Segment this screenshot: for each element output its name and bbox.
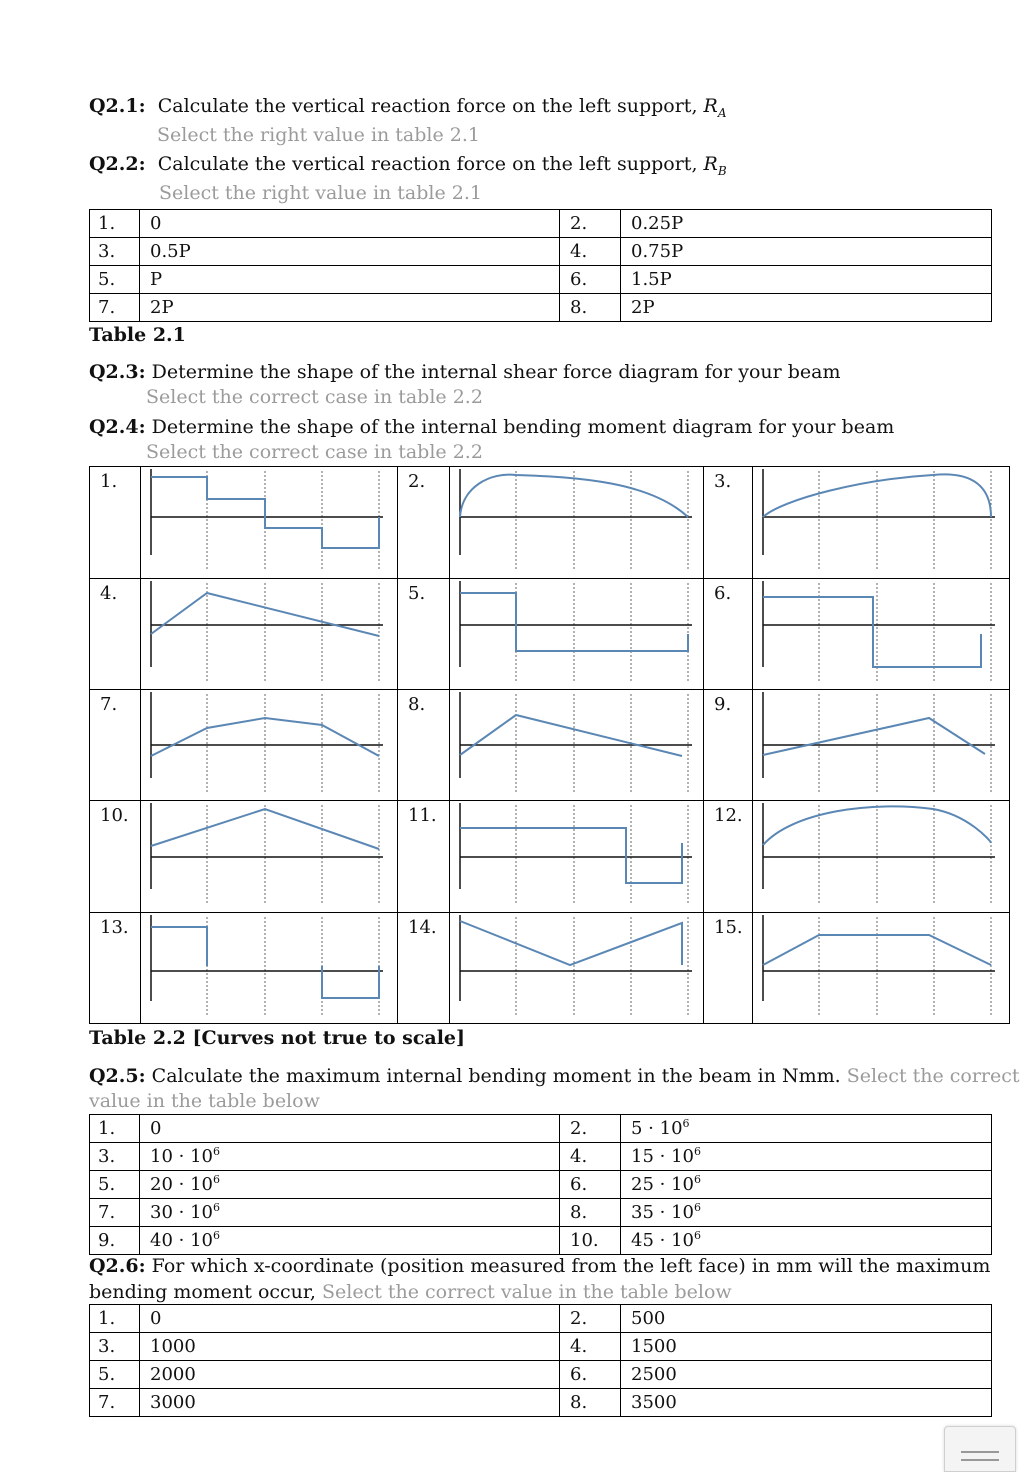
option-value: [621, 210, 992, 238]
option-value: [140, 1199, 560, 1227]
diagram-svg: [450, 913, 700, 1018]
option-number: 2.: [560, 210, 621, 238]
diagram-table-2-2: [89, 466, 1010, 1024]
table-row: [90, 1389, 992, 1417]
exponent: 6: [212, 1229, 220, 1242]
option-value-text: 0: [150, 1118, 162, 1139]
curve: [763, 718, 985, 755]
option-value: [140, 1171, 560, 1199]
question-2-1: [89, 94, 727, 125]
option-value-text: 30 · 10: [150, 1202, 213, 1223]
case-number: 2.: [398, 467, 450, 579]
option-number: 10.: [560, 1227, 621, 1255]
question-hint: Select the correct case in table 2.2: [146, 386, 483, 408]
table-row: [90, 1333, 992, 1361]
option-value-text: 0: [150, 1308, 162, 1329]
case-diagram: [141, 690, 398, 801]
menu-button[interactable]: [944, 1426, 1016, 1472]
option-value-text: 2P: [150, 297, 174, 318]
question-hint: Select the right value in table 2.1: [157, 124, 480, 146]
table-row: [90, 1171, 992, 1199]
option-number: 4.: [560, 1333, 621, 1361]
case-number: 12.: [704, 801, 753, 913]
exponent: 6: [693, 1173, 701, 1186]
option-value: [621, 1115, 992, 1143]
option-value: [140, 266, 560, 294]
diagram-svg: [141, 801, 391, 906]
option-value: [140, 294, 560, 322]
case-diagram: [141, 913, 398, 1024]
case-number: 6.: [704, 579, 753, 690]
option-value-text: 0: [150, 213, 162, 234]
exponent: 6: [212, 1201, 220, 1214]
table-row: [90, 266, 992, 294]
option-number: 7.: [90, 294, 140, 322]
option-value-text: 45 · 10: [631, 1230, 694, 1251]
option-value-text: 1000: [150, 1336, 196, 1357]
option-number: 8.: [560, 1199, 621, 1227]
question-text: Determine the shape of the internal shear force diagram for your beam: [151, 361, 841, 383]
case-number: 3.: [704, 467, 753, 579]
option-value: [621, 238, 992, 266]
option-value-text: 20 · 10: [150, 1174, 213, 1195]
question-text: Calculate the vertical reaction force on the left support,: [157, 153, 704, 175]
exponent: 6: [212, 1145, 220, 1158]
variable-subscript: B: [717, 163, 727, 178]
option-number: 2.: [560, 1305, 621, 1333]
case-diagram: [141, 467, 398, 579]
option-number: 7.: [90, 1389, 140, 1417]
case-number: 11.: [398, 801, 450, 913]
question-label: Q2.6:: [89, 1255, 146, 1277]
table-row: [90, 1305, 992, 1333]
question-2-2: [89, 152, 727, 183]
question-text: bending moment occur,: [89, 1281, 322, 1303]
question-2-6: [89, 1254, 990, 1278]
option-number: 1.: [90, 210, 140, 238]
option-value-text: 3000: [150, 1392, 196, 1413]
option-value-text: 3500: [631, 1392, 677, 1413]
option-value: [140, 1361, 560, 1389]
option-value-text: 0.5P: [150, 241, 191, 262]
table-row: [90, 1143, 992, 1171]
option-value: [621, 294, 992, 322]
option-value-text: 0.75P: [631, 241, 684, 262]
option-value: [621, 1171, 992, 1199]
option-value: [140, 1115, 560, 1143]
diagram-svg: [450, 690, 700, 795]
option-value-text: 500: [631, 1308, 666, 1329]
variable: R: [703, 95, 718, 117]
case-diagram: [450, 913, 704, 1024]
option-value: [140, 1143, 560, 1171]
case-diagram: [141, 579, 398, 690]
table-row: [90, 238, 992, 266]
option-value: [140, 238, 560, 266]
table-row: [90, 467, 1010, 579]
exponent: 6: [682, 1117, 690, 1130]
option-value: [621, 1227, 992, 1255]
curve: [763, 597, 981, 667]
case-diagram: [753, 690, 1010, 801]
answer-table-2-1: [89, 209, 992, 322]
option-number: 2.: [560, 1115, 621, 1143]
table-caption: Table 2.2 [Curves not true to scale]: [89, 1027, 466, 1049]
option-value-text: P: [150, 269, 163, 290]
exponent: 6: [693, 1201, 701, 1214]
option-value: [621, 1389, 992, 1417]
case-number: 7.: [90, 690, 141, 801]
question-2-3: [89, 360, 841, 384]
curve: [460, 921, 682, 965]
answer-table-2-5: [89, 1114, 992, 1255]
option-number: 5.: [90, 1171, 140, 1199]
diagram-svg: [141, 913, 391, 1018]
case-number: 1.: [90, 467, 141, 579]
option-value: [140, 1227, 560, 1255]
option-number: 6.: [560, 266, 621, 294]
option-number: 8.: [560, 294, 621, 322]
variable: R: [703, 153, 718, 175]
table-row: [90, 579, 1010, 690]
table-row: [90, 1199, 992, 1227]
diagram-svg: [141, 579, 391, 684]
diagram-svg: [450, 801, 700, 906]
option-number: 3.: [90, 1333, 140, 1361]
curve: [460, 828, 682, 883]
option-value: [140, 1305, 560, 1333]
option-value-text: 5 · 10: [631, 1118, 683, 1139]
option-value-text: 35 · 10: [631, 1202, 694, 1223]
question-label: Q2.5:: [89, 1065, 146, 1087]
diagram-svg: [753, 913, 1003, 1018]
option-value: [621, 266, 992, 294]
question-2-5: [89, 1064, 1020, 1088]
case-diagram: [450, 467, 704, 579]
table-row: [90, 801, 1010, 913]
question-text: Determine the shape of the internal bending moment diagram for your beam: [151, 416, 895, 438]
case-number: 5.: [398, 579, 450, 690]
curve: [460, 593, 688, 651]
table-row: [90, 1115, 992, 1143]
option-number: 3.: [90, 1143, 140, 1171]
case-diagram: [450, 690, 704, 801]
option-number: 6.: [560, 1171, 621, 1199]
option-value: [621, 1199, 992, 1227]
option-value-text: 0.25P: [631, 213, 684, 234]
option-value: [140, 1389, 560, 1417]
case-diagram: [141, 801, 398, 913]
question-hint: Select the correct: [846, 1065, 1020, 1087]
exponent: 6: [212, 1173, 220, 1186]
question-label: Q2.4:: [89, 416, 146, 438]
case-diagram: [450, 579, 704, 690]
table-row: [90, 1227, 992, 1255]
case-number: 14.: [398, 913, 450, 1024]
case-number: 10.: [90, 801, 141, 913]
option-number: 9.: [90, 1227, 140, 1255]
option-value: [621, 1361, 992, 1389]
diagram-svg: [450, 579, 700, 684]
case-diagram: [753, 801, 1010, 913]
table-row: [90, 210, 992, 238]
diagram-svg: [450, 467, 700, 572]
question-hint-continued: value in the table below: [89, 1090, 320, 1112]
diagram-svg: [753, 467, 1003, 572]
variable-subscript: A: [717, 105, 727, 120]
option-value-text: 10 · 10: [150, 1146, 213, 1167]
table-row: [90, 294, 992, 322]
curve: [460, 715, 682, 756]
question-text: Calculate the vertical reaction force on the left support,: [157, 95, 704, 117]
option-number: 3.: [90, 238, 140, 266]
option-value: [140, 1333, 560, 1361]
option-value: [621, 1143, 992, 1171]
option-number: 8.: [560, 1389, 621, 1417]
option-number: 5.: [90, 266, 140, 294]
exponent: 6: [693, 1145, 701, 1158]
option-number: 4.: [560, 1143, 621, 1171]
option-number: 4.: [560, 238, 621, 266]
question-2-4: [89, 415, 894, 439]
diagram-svg: [753, 690, 1003, 795]
case-diagram: [753, 579, 1010, 690]
diagram-svg: [141, 467, 391, 572]
table-row: [90, 1361, 992, 1389]
case-number: 9.: [704, 690, 753, 801]
diagram-svg: [753, 579, 1003, 684]
option-number: 7.: [90, 1199, 140, 1227]
table-row: [90, 913, 1010, 1024]
option-value-text: 1.5P: [631, 269, 672, 290]
option-value-text: 2500: [631, 1364, 677, 1385]
question-hint: Select the right value in table 2.1: [159, 182, 482, 204]
diagram-svg: [753, 801, 1003, 906]
diagram-svg: [141, 690, 391, 795]
case-diagram: [753, 467, 1010, 579]
question-label: Q2.2:: [89, 153, 146, 175]
case-number: 8.: [398, 690, 450, 801]
question-label: Q2.3:: [89, 361, 146, 383]
question-2-6-continued: [89, 1280, 732, 1304]
question-text: For which x-coordinate (position measured from the left face) in mm will the maximum: [151, 1255, 991, 1277]
question-text: Calculate the maximum internal bending moment in the beam in Nmm.: [151, 1065, 847, 1087]
case-number: 15.: [704, 913, 753, 1024]
option-value-text: 40 · 10: [150, 1230, 213, 1251]
question-hint: Select the correct case in table 2.2: [146, 441, 483, 463]
case-number: 13.: [90, 913, 141, 1024]
exponent: 6: [693, 1229, 701, 1242]
option-value-text: 15 · 10: [631, 1146, 694, 1167]
table-row: [90, 690, 1010, 801]
table-caption: Table 2.1: [89, 324, 186, 346]
option-value-text: 2000: [150, 1364, 196, 1385]
option-value-text: 2P: [631, 297, 655, 318]
option-value: [621, 1333, 992, 1361]
answer-table-2-6: [89, 1304, 992, 1417]
option-value: [140, 210, 560, 238]
option-number: 1.: [90, 1115, 140, 1143]
case-number: 4.: [90, 579, 141, 690]
option-value: [621, 1305, 992, 1333]
option-number: 1.: [90, 1305, 140, 1333]
option-value-text: 25 · 10: [631, 1174, 694, 1195]
question-label: Q2.1:: [89, 95, 146, 117]
option-number: 5.: [90, 1361, 140, 1389]
question-hint: Select the correct value in the table below: [321, 1281, 732, 1303]
option-value-text: 1500: [631, 1336, 677, 1357]
case-diagram: [753, 913, 1010, 1024]
option-number: 6.: [560, 1361, 621, 1389]
case-diagram: [450, 801, 704, 913]
